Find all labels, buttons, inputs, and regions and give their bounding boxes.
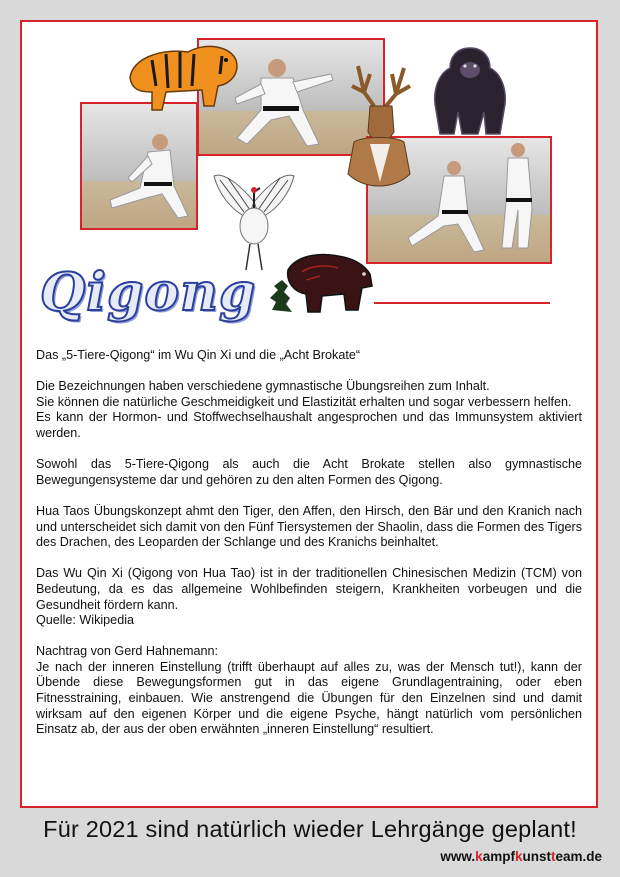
karate-photo-left [80, 102, 198, 230]
url-part: www. [440, 849, 476, 864]
url-part: k [475, 849, 483, 864]
website-url[interactable] [440, 849, 602, 864]
qigong-logo: Qigong [40, 262, 257, 323]
paragraph: Das Wu Qin Xi (Qigong von Hua Tao) ist in der traditionellen Chinesischen Medizin (TCM) von Bedeutung, da es das allgemeine Wohlbefinden steigern, Krankheiten vorbeugen und die Gesundheit fördern kann. Quelle: Wikipedia [36, 566, 582, 628]
paragraph: Sowohl das 5-Tiere-Qigong als auch die Acht Brokate stellen also gymnastische Bewegungensysteme dar und gehören zu den alten Formen des Qigong. [36, 457, 582, 487]
poster-frame [20, 20, 598, 808]
url-part: t [550, 849, 556, 864]
deer-illustration [334, 62, 424, 194]
monkey-illustration [430, 44, 510, 138]
paragraph-heading: Das „5-Tiere-Qigong“ im Wu Qin Xi und die „Acht Brokate“ [36, 348, 361, 362]
url-part: ampf [482, 849, 515, 864]
url-part: unst [522, 849, 551, 864]
url-part: eam.de [555, 849, 602, 864]
paragraph: Die Bezeichnungen haben verschiedene gymnastische Übungsreihen zum Inhalt. Sie können die natürliche Geschmeidigkeit und Elastizität erhalten und sogar verbessern helfen. Es kann der Hormon- und Stoffwechselhaushalt angesprochen und das Immunsystem aktiviert werden. [36, 379, 582, 440]
bear-illustration [266, 246, 376, 322]
paragraph: Nachtrag von Gerd Hahnemann: Je nach der inneren Einstellung (trifft überhaupt auf alles zu, was der Mensch tut!), kann der Übende diese Bewegungsformen gut in das eigene Grundlagentraining, oder eben Fitnesstraining, einbauen. Wie anstrengend die Übungen für den Einzelnen sind und damit wirksam auf den eigenen Körper und die eigene Psyche, hängt natürlich vom persönlichen Einsatz ab, der aus der oben erwähnten „inneren Einstellung“ resultiert. [36, 644, 582, 737]
paragraph: Hua Taos Übungskonzept ahmt den Tiger, den Affen, den Hirsch, den Bär und den Kranich nach und unterscheidet sich damit von den Fünf Tiersystemen der Shaolin, dass die Formen des Tigers des Drachen, des Leoparden der Schlange und des Kranichs beinhaltet. [36, 503, 582, 550]
article-body [36, 348, 582, 753]
tiger-illustration [122, 34, 242, 116]
title-rule [374, 302, 550, 304]
footer-announcement: Für 2021 sind natürlich wieder Lehrgänge geplant! [43, 816, 577, 842]
url-part: k [514, 849, 523, 864]
